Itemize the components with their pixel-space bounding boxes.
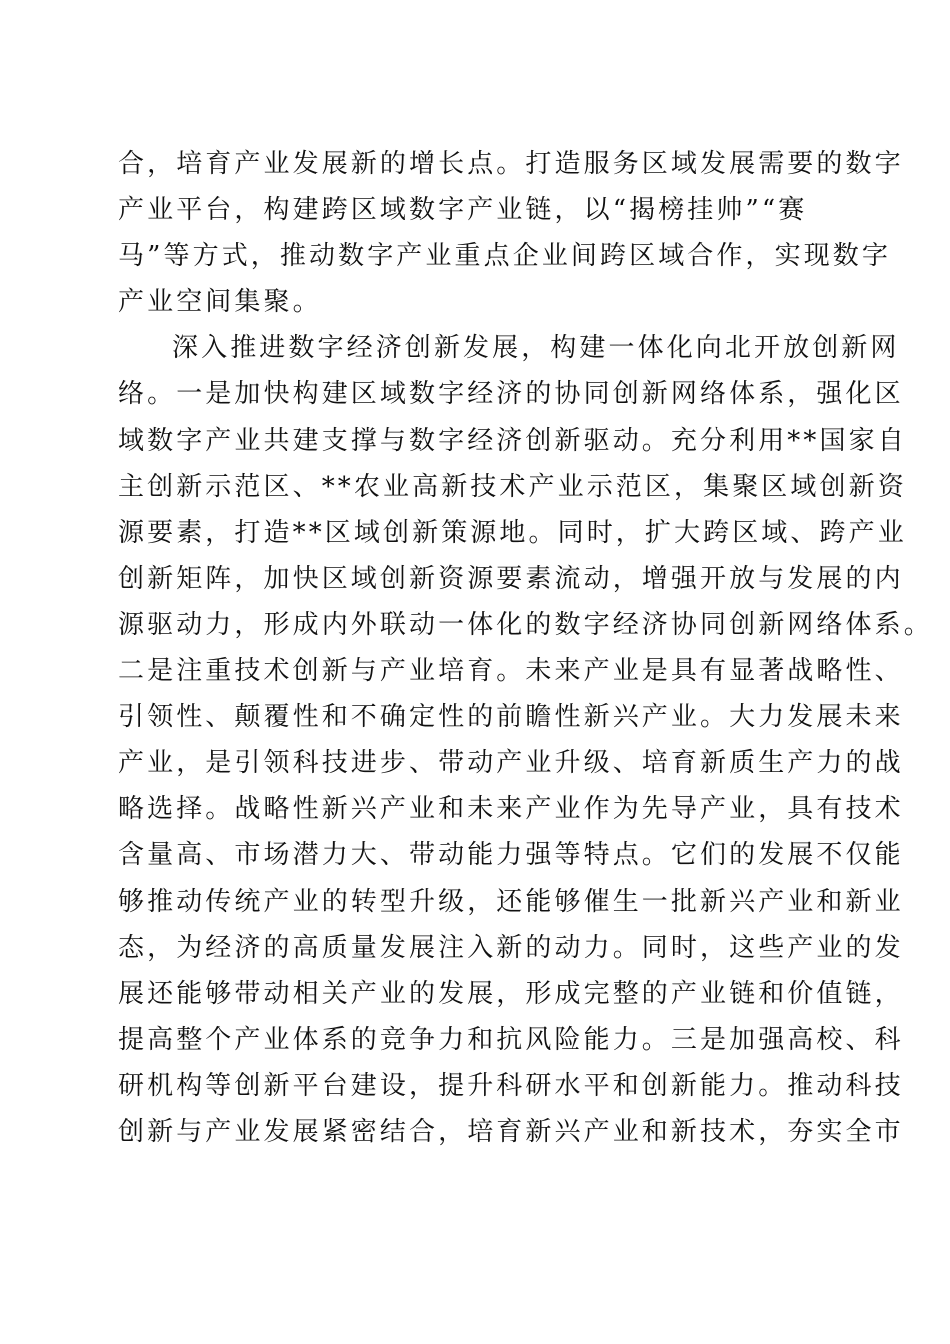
text-line: 域数字产业共建支撑与数字经济创新驱动。充分利用**国家自 [118, 425, 907, 456]
text-line: 源要素，打造**区域创新策源地。同时，扩大跨区域、跨产业 [118, 517, 907, 548]
text-line: 研机构等创新平台建设，提升科研水平和创新能力。推动科技 [118, 1070, 904, 1101]
paragraph-start-line: 深入推进数字经济创新发展，构建一体化向北开放创新网 [172, 333, 900, 364]
text-line: 创新矩阵，加快区域创新资源要素流动，增强开放与发展的内 [118, 563, 904, 594]
text-line: 产业空间集聚。 [118, 287, 322, 318]
text-line: 马”等方式，推动数字产业重点企业间跨区域合作，实现数字 [118, 241, 891, 272]
body-text [118, 141, 933, 1155]
text-line: 合，培育产业发展新的增长点。打造服务区域发展需要的数字 [118, 149, 904, 179]
text-line: 创新与产业发展紧密结合，培育新兴产业和新技术，夯实全市 [118, 1116, 904, 1147]
text-line: 络。一是加快构建区域数字经济的协同创新网络体系，强化区 [118, 379, 904, 410]
text-line: 略选择。战略性新兴产业和未来产业作为先导产业，具有技术 [118, 794, 904, 825]
text-line: 二是注重技术创新与产业培育。未来产业是具有显著战略性、 [118, 656, 904, 687]
text-line: 含量高、市场潜力大、带动能力强等特点。它们的发展不仅能 [118, 840, 904, 871]
text-line: 态，为经济的高质量发展注入新的动力。同时，这些产业的发 [118, 932, 904, 963]
text-line: 引领性、颠覆性和不确定性的前瞻性新兴产业。大力发展未来 [118, 702, 904, 733]
text-line: 主创新示范区、**农业高新技术产业示范区，集聚区域创新资 [118, 471, 907, 502]
text-line: 够推动传统产业的转型升级，还能够催生一批新兴产业和新业 [118, 886, 904, 917]
text-line: 产业，是引领科技进步、带动产业升级、培育新质生产力的战 [118, 748, 904, 779]
text-line: 产业平台，构建跨区域数字产业链，以“揭榜挂帅”“赛 [118, 195, 808, 226]
text-line: 展还能够带动相关产业的发展，形成完整的产业链和价值链， [118, 978, 904, 1009]
text-line: 提高整个产业体系的竞争力和抗风险能力。三是加强高校、科 [118, 1024, 904, 1055]
text-line: 源驱动力，形成内外联动一体化的数字经济协同创新网络体系。 [118, 609, 933, 640]
